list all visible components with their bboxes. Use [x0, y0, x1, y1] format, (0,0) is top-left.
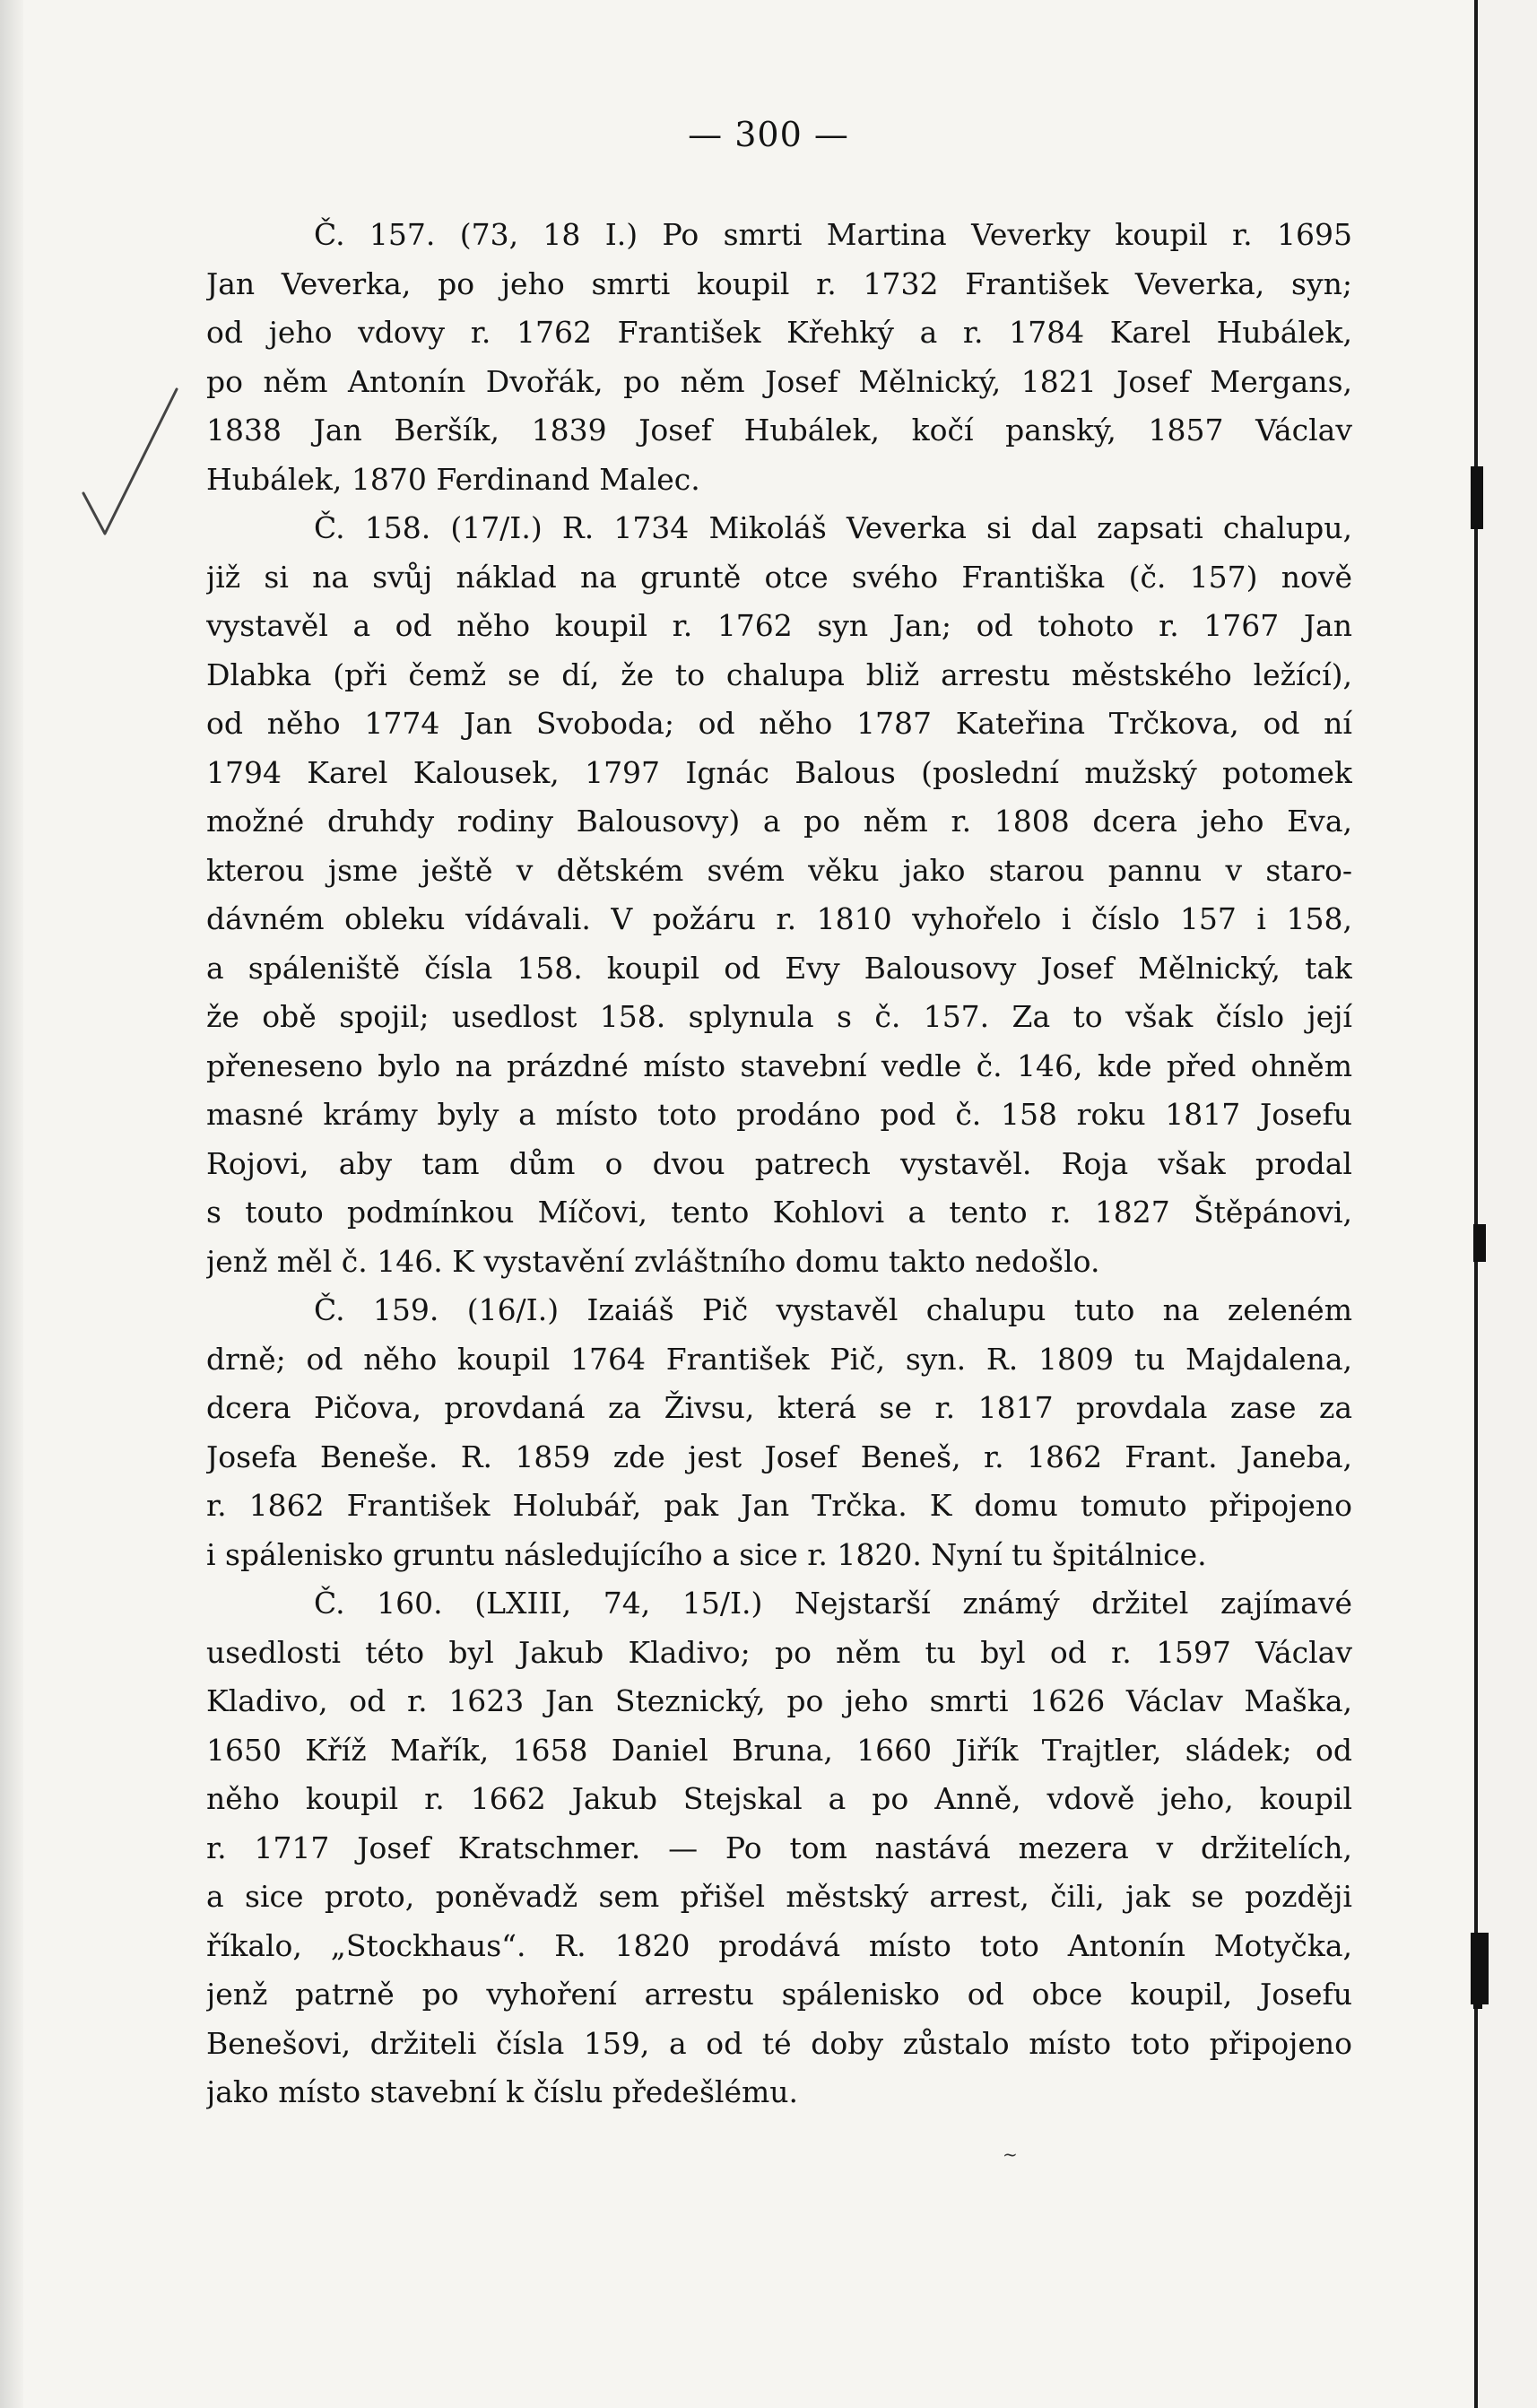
- scan-edge-left: [0, 0, 23, 2408]
- text-line: 1794 Karel Kalousek, 1797 Ignác Balous (poslední mužský potomek: [206, 754, 1352, 790]
- text-line: Č. 160. (LXIII, 74, 15/I.) Nejstarší známý držitel zajímavé: [314, 1586, 1352, 1621]
- text-line: 1650 Kříž Mařík, 1658 Daniel Bruna, 1660 Jiřík Trajtler, sládek; od: [206, 1732, 1352, 1768]
- text-line: že obě spojil; usedlost 158. splynula s č. 157. Za to však číslo její: [206, 999, 1352, 1034]
- binding-mark: [1471, 466, 1483, 529]
- text-line: říkalo, „Stockhaus“. R. 1820 prodává místo toto Antonín Motyčka,: [206, 1927, 1352, 1963]
- text-line: od jeho vdovy r. 1762 František Křehký a r. 1784 Karel Hubálek,: [206, 315, 1352, 350]
- text-line: Hubálek, 1870 Ferdinand Malec.: [206, 461, 700, 497]
- text-line: dcera Pičova, provdaná za Živsu, která se r. 1817 provdala zase za: [206, 1390, 1352, 1425]
- end-squiggle-icon: ~: [1003, 2143, 1018, 2165]
- text-line: drně; od něho koupil 1764 František Pič, syn. R. 1809 tu Majdalena,: [206, 1341, 1352, 1377]
- text-line: i spálenisko gruntu následujícího a sice r. 1820. Nyní tu špitálnice.: [206, 1536, 1207, 1572]
- text-line: Kladivo, od r. 1623 Jan Steznický, po jeho smrti 1626 Václav Maška,: [206, 1683, 1352, 1718]
- text-line: r. 1717 Josef Kratschmer. — Po tom nastává mezera v držitelích,: [206, 1830, 1352, 1865]
- text-line: již si na svůj náklad na gruntě otce svého Františka (č. 157) nově: [206, 559, 1352, 595]
- text-line: 1838 Jan Beršík, 1839 Josef Hubálek, kočí panský, 1857 Václav: [206, 413, 1352, 448]
- text-line: s touto podmínkou Míčovi, tento Kohlovi a tento r. 1827 Štěpánovi,: [206, 1195, 1352, 1230]
- text-line: možné druhdy rodiny Balousovy) a po něm r. 1808 dcera jeho Eva,: [206, 804, 1352, 839]
- text-line: masné krámy byly a místo toto prodáno pod č. 158 roku 1817 Josefu: [206, 1097, 1352, 1132]
- text-line: a sice proto, poněvadž sem přišel městský arrest, čili, jak se později: [206, 1879, 1352, 1914]
- text-line: Benešovi, držiteli čísla 159, a od té doby zůstalo místo toto připojeno: [206, 2025, 1352, 2061]
- text-line: jako místo stavební k číslu předešlému.: [206, 2074, 799, 2109]
- scan-edge-right: [1474, 0, 1537, 2408]
- binding-mark: [1471, 1933, 1489, 2004]
- text-line: a spáleniště čísla 158. koupil od Evy Balousovy Josef Mělnický, tak: [206, 950, 1352, 986]
- page-number: — 300 —: [688, 115, 849, 154]
- text-line: po něm Antonín Dvořák, po něm Josef Mělnický, 1821 Josef Mergans,: [206, 363, 1352, 399]
- body-text: [206, 211, 1352, 2117]
- text-line: jenž patrně po vyhoření arrestu spálenisko od obce koupil, Josefu: [206, 1977, 1352, 2012]
- text-line: Č. 157. (73, 18 I.) Po smrti Martina Veverky koupil r. 1695: [314, 217, 1352, 252]
- text-line: r. 1862 František Holubář, pak Jan Trčka. K domu tomuto připojeno: [206, 1488, 1352, 1523]
- text-line: od něho 1774 Jan Svoboda; od něho 1787 Kateřina Trčkova, od ní: [206, 706, 1352, 741]
- text-line: jenž měl č. 146. K vystavění zvláštního domu takto nedošlo.: [206, 1243, 1100, 1279]
- text-line: něho koupil r. 1662 Jakub Stejskal a po Anně, vdově jeho, koupil: [206, 1781, 1352, 1816]
- text-line: Č. 159. (16/I.) Izaiáš Pič vystavěl chalupu tuto na zeleném: [314, 1292, 1352, 1327]
- text-line: přeneseno bylo na prázdné místo stavební vedle č. 146, kde před ohněm: [206, 1048, 1352, 1083]
- text-line: Dlabka (při čemž se dí, že to chalupa bliž arrestu městského ležící),: [206, 656, 1352, 692]
- text-line: Č. 158. (17/I.) R. 1734 Mikoláš Veverka si dal zapsati chalupu,: [314, 510, 1352, 545]
- margin-checkmark: [76, 386, 184, 538]
- text-line: usedlosti této byl Jakub Kladivo; po něm tu byl od r. 1597 Václav: [206, 1634, 1352, 1670]
- text-line: kterou jsme ještě v dětském svém věku jako starou pannu v staro-: [206, 852, 1352, 888]
- text-line: Josefa Beneše. R. 1859 zde jest Josef Beneš, r. 1862 Frant. Janeba,: [206, 1439, 1352, 1474]
- text-line: vystavěl a od něho koupil r. 1762 syn Jan; od tohoto r. 1767 Jan: [206, 608, 1352, 643]
- text-line: Rojovi, aby tam dům o dvou patrech vystavěl. Roja však prodal: [206, 1145, 1352, 1181]
- binding-mark: [1473, 2000, 1482, 2009]
- text-line: dávném obleku vídávali. V požáru r. 1810 vyhořelo i číslo 157 i 158,: [206, 901, 1352, 936]
- binding-mark: [1473, 1224, 1486, 1262]
- text-line: Jan Veverka, po jeho smrti koupil r. 1732 František Veverka, syn;: [206, 265, 1352, 301]
